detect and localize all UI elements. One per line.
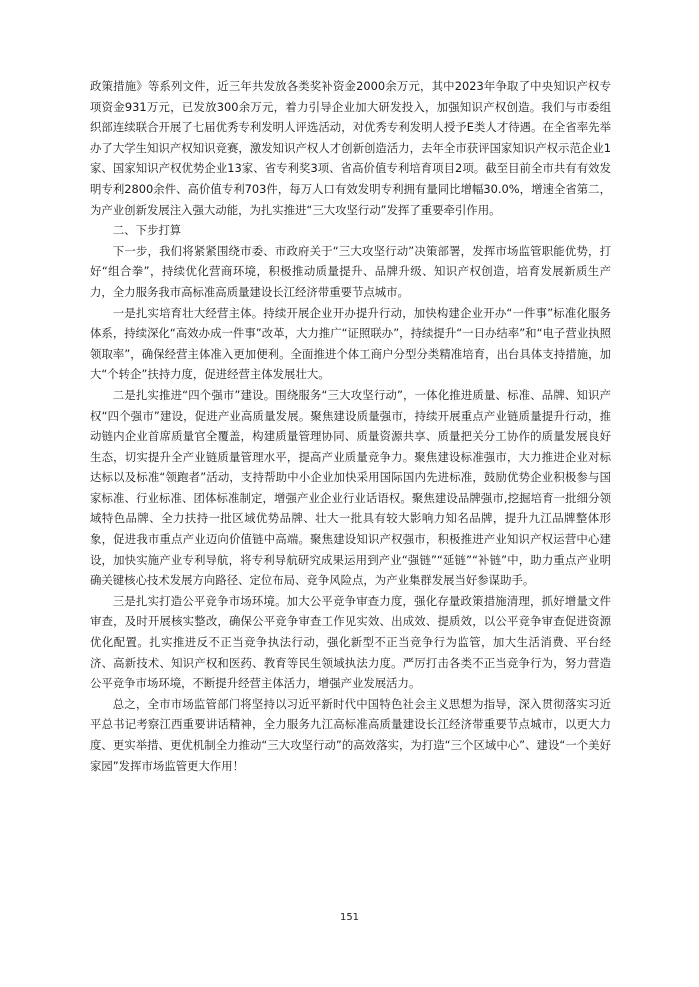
paragraph-market-entities: 一是扎实培育壮大经营主体。持续开展企业开办提升行动，加快构建企业开办“一件事”标准化服务体系，持续深化“高效办成一件事”改革，大力推广“证照联办”，持续提升“一日办结率”和“电子营业执照领取率”，确保经营主体准入更加便利。全面推进个体工商户分型分类精准培育，出台具体支持措施，加大“个转企”扶持力度，促进经营主体发展壮大。 <box>90 305 611 382</box>
paragraph-conclusion: 总之，全市市场监管部门将坚持以习近平新时代中国特色社会主义思想为指导，深入贯彻落实习近平总书记考察江西重要讲话精神，全力服务九江高标准高质量建设长江经济带重要节点城市，以更大力度、更实举措、更优机制全力推动“三大攻坚行动”的高效落实，为打造“三个区域中心”、建设“一个美好家园”发挥市场监管更大作用！ <box>90 696 611 773</box>
document-body <box>90 76 611 776</box>
section-heading-next-steps: 二、下步打算 <box>112 223 182 238</box>
paragraph-four-strong-cities: 二是扎实推进“四个强市”建设。围绕服务“三大攻坚行动”，一体化推进质量、标准、品牌、知识产权“四个强市”建设，促进产业高质量发展。聚焦建设质量强市，持续开展重点产业链质量提升行动，推动链内企业首席质量官全覆盖，构建质量管理协同、质量资源共享、质量把关分工协作的质量发展良好生态，切实提升全产业链质量管理水平，提高产业质量竞争力。聚焦建设标准强市，大力推进企业对标达标以及标准“领跑者”活动，支持帮助中小企业加快采用国际国内先进标准，鼓励优势企业积极参与国家标准、行业标准、团体标准制定，增强产业企业行业话语权。聚焦建设品牌强市,挖掘培育一批细分领域特色品牌、全力扶持一批区域优势品牌、壮大一批具有较大影响力知名品牌，提升九江品牌整体形象，促进我市重点产业迈向价值链中高端。聚焦建设知识产权强市，积极推进产业知识产权运营中心建设，加快实施产业专利导航，将专利导航研究成果运用到产业“强链”“延链”“补链”中，助力重点产业明确关键核心技术发展方向路径、定位布局、竞争风险点，为产业集群发展当好参谋助手。 <box>90 387 611 588</box>
page-number: 151 <box>339 912 360 923</box>
paragraph-ip-achievements: 政策措施》等系列文件，近三年共发放各类奖补资金2000余万元，其中2023年争取了中央知识产权专项资金931万元，已发放300余万元，着力引导企业加大研发投入，加强知识产权创造。我们与市委组织部连续联合开展了七届优秀专利发明人评选活动，对优秀专利发明人授予E类人才待遇。在全省率先举办了大学生知识产权知识竞赛，激发知识产权人才创新创造活力，去年全市获评国家知识产权示范企业1家、国家知识产权优势企业13家、省专利奖3项、省高价值专利培育项目2项。截至目前全市共有有效发明专利2800余件、高价值专利703件，每万人口有效发明专利拥有量同比增幅30.0%，增速全省第二，为产业创新发展注入强大动能，为扎实推进“三大攻坚行动”发挥了重要牵引作用。 <box>90 79 611 217</box>
paragraph-fair-competition: 三是扎实打造公平竞争市场环境。加大公平竞争审查力度，强化存量政策措施清理，抓好增量文件审查，及时开展核实整改，确保公平竞争审查工作见实效、出成效、提质效，以公平竞争审查促进资源优化配置。扎实推进反不正当竞争执法行动，强化新型不正当竞争行为监管，加大生活消费、平台经济、高新技术、知识产权和医药、教育等民生领域执法力度。严厉打击各类不正当竞争行为，努力营造公平竞争市场环境，不断提升经营主体活力，增强产业发展活力。 <box>90 593 611 691</box>
paragraph-next-step-overview: 下一步，我们将紧紧围绕市委、市政府关于“三大攻坚行动”决策部署，发挥市场监管职能优势，打好“组合拳”，持续优化营商环境，积极推动质量提升、品牌升级、知识产权创造，培育发展新质生产力，全力服务我市高标准高质量建设长江经济带重要节点城市。 <box>90 243 611 299</box>
